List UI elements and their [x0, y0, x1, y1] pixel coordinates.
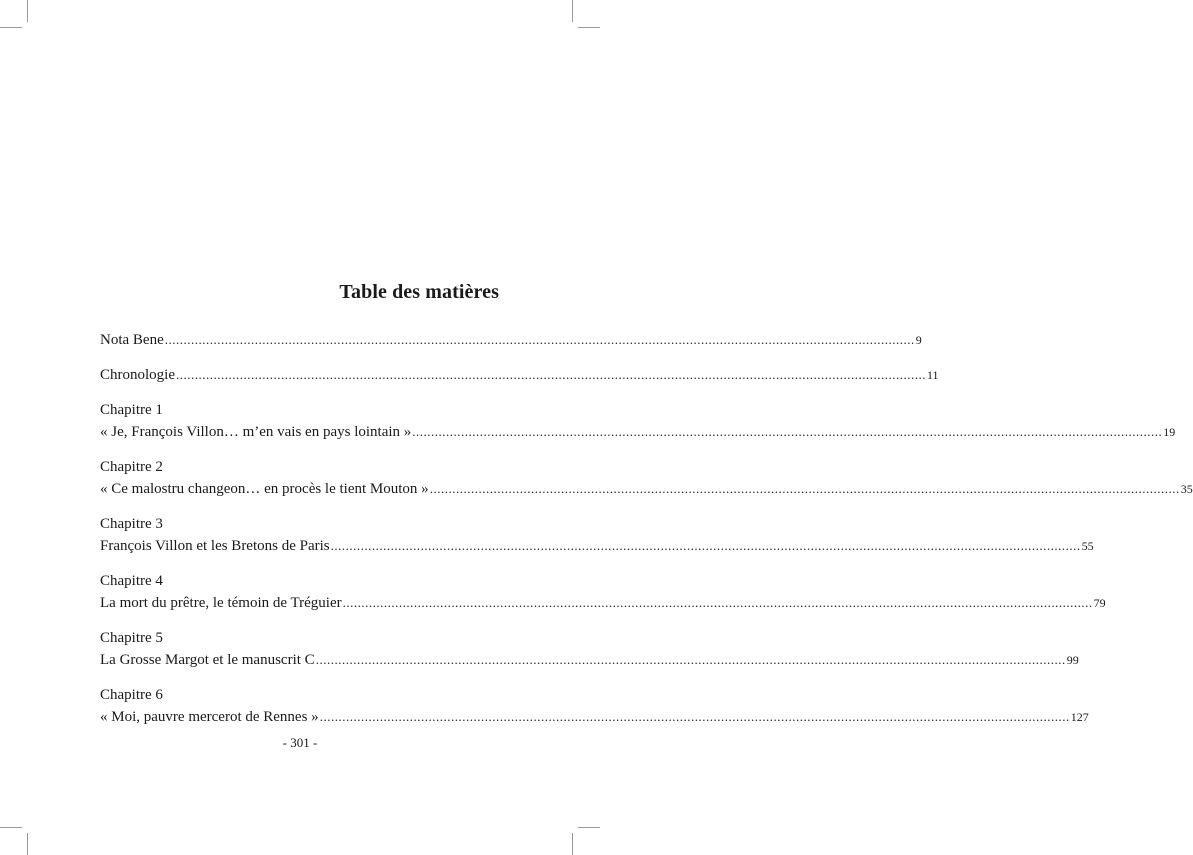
chapter-label: Chapitre 3	[100, 516, 163, 532]
crop-mark	[0, 827, 22, 828]
dot-leader: ........................................................................................................................................................................................................	[164, 332, 915, 347]
page-title: Table des matières	[339, 281, 499, 303]
crop-mark	[578, 27, 600, 28]
dot-leader: ........................................................................................................................................................................................................	[315, 652, 1066, 667]
toc-entry[interactable]	[100, 513, 1094, 557]
table-of-contents	[100, 329, 1193, 741]
toc-page-number: 99	[1066, 653, 1079, 667]
toc-page-number: 35	[1180, 482, 1193, 496]
toc-entry-title: « Ce malostru changeon… en procès le tient Mouton »	[100, 481, 429, 497]
toc-entry[interactable]	[100, 329, 922, 351]
chapter-label: Chapitre 1	[100, 402, 163, 418]
crop-mark	[578, 827, 600, 828]
crop-mark	[27, 833, 28, 855]
toc-entry-title: Nota Bene	[100, 332, 164, 348]
toc-page-number: 19	[1163, 425, 1176, 439]
crop-mark	[0, 27, 22, 28]
toc-entry-title: La mort du prêtre, le témoin de Tréguier	[100, 595, 342, 611]
toc-page-number: 79	[1093, 596, 1106, 610]
toc-entry-title: « Je, François Villon… m’en vais en pays lointain »	[100, 424, 412, 440]
toc-page-number: 11	[927, 368, 939, 382]
toc-entry[interactable]	[100, 570, 1106, 614]
crop-mark	[572, 0, 573, 22]
dot-leader: ........................................................................................................................................................................................................	[319, 709, 1070, 724]
toc-page-number: 127	[1070, 710, 1089, 724]
toc-entry-title: François Villon et les Bretons de Paris	[100, 538, 330, 554]
chapter-label: Chapitre 2	[100, 459, 163, 475]
crop-mark	[27, 0, 28, 22]
chapter-label: Chapitre 4	[100, 573, 163, 589]
toc-entry[interactable]	[100, 399, 1176, 443]
dot-leader: ........................................................................................................................................................................................................	[429, 481, 1180, 496]
dot-leader: ........................................................................................................................................................................................................	[342, 595, 1093, 610]
crop-mark	[572, 833, 573, 855]
toc-entry[interactable]	[100, 456, 1193, 500]
page-number: - 301 -	[282, 735, 318, 750]
toc-page-number: 9	[915, 333, 922, 347]
chapter-label: Chapitre 6	[100, 687, 163, 703]
toc-entry[interactable]	[100, 364, 939, 386]
dot-leader: ........................................................................................................................................................................................................	[412, 424, 1163, 439]
toc-entry-title: « Moi, pauvre mercerot de Rennes »	[100, 709, 319, 725]
chapter-label: Chapitre 5	[100, 630, 163, 646]
dot-leader: ........................................................................................................................................................................................................	[330, 538, 1081, 553]
toc-entry[interactable]	[100, 627, 1079, 671]
toc-entry-title: Chronologie	[100, 367, 175, 383]
toc-entry[interactable]	[100, 684, 1089, 728]
toc-entry-title: La Grosse Margot et le manuscrit C	[100, 652, 315, 668]
toc-page-number: 55	[1081, 539, 1094, 553]
dot-leader: ........................................................................................................................................................................................................	[176, 367, 926, 382]
